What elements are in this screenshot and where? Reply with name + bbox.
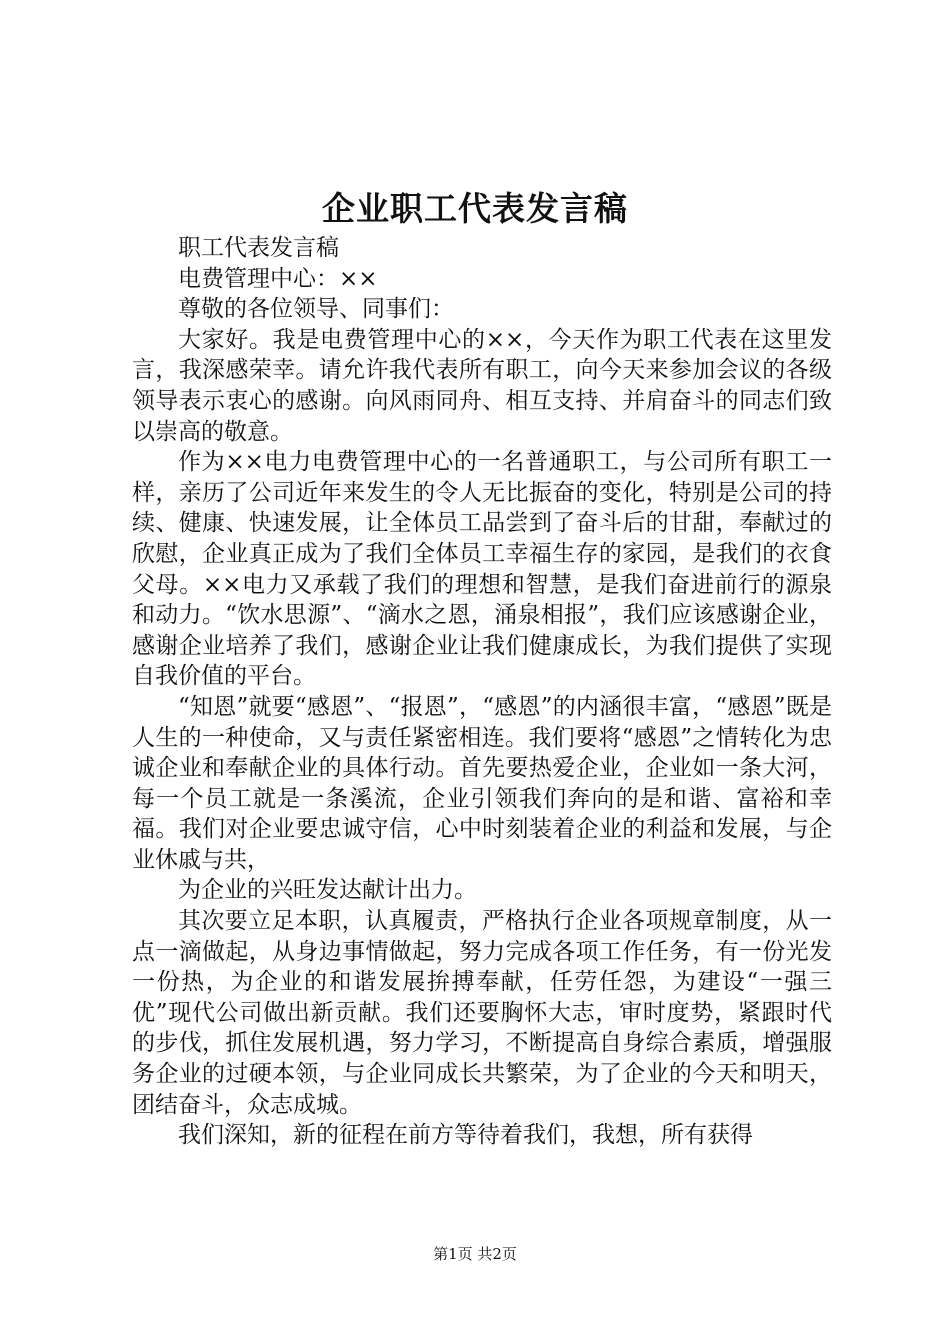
paragraph-department: 电费管理中心：×× xyxy=(178,265,378,292)
document-title: 企业职工代表发言稿 xyxy=(322,189,628,228)
paragraph-body: 作为××电力电费管理中心的一名普通职工，与公司所有职工一样，亲历了公司近年来发生的令人无比振奋的变化，特别是公司的持续、健康、快速发展，让全体员工品尝到了奋斗后的甘甜，奉献过的欣慰，企业真正成为了我们全体员工幸福生存的家园，是我们的衣食父母。××电力又承载了我们的理想和智慧，是我们奋进前行的源泉和动力。“饮水思源”、“滴水之恩，涌泉相报”，我们应该感谢企业，感谢企业培养了我们，感谢企业让我们健康成长，为我们提供了实现自我价值的平台。 xyxy=(132,449,832,690)
paragraph-heading: 职工代表发言稿 xyxy=(178,235,339,261)
paragraph-body: 为企业的兴旺发达献计出力。 xyxy=(178,877,477,904)
page-number-footer: 第1页 共2页 xyxy=(433,1245,517,1263)
paragraph-greeting: 大家好。我是电费管理中心的××，今天作为职工代表在这里发言，我深感荣幸。请允许我代表所有职工，向今天来参加会议的各级领导表示衷心的感谢。向风雨同舟、相互支持、并肩奋斗的同志们致以崇高的敬意。 xyxy=(132,326,832,445)
paragraph-body: 我们深知，新的征程在前方等待着我们，我想，所有获得 xyxy=(178,1122,753,1149)
document-body xyxy=(132,233,832,1151)
paragraph-body: 其次要立足本职，认真履责，严格执行企业各项规章制度，从一点一滴做起，从身边事情做起，努力完成各项工作任务，有一份光发一份热，为企业的和谐发展拚搏奉献，任劳任怨，为建设“一强三优”现代公司做出新贡献。我们还要胸怀大志，审时度势，紧跟时代的步伐，抓住发展机遇，努力学习，不断提高自身综合素质，增强服务企业的过硬本领，与企业同成长共繁荣，为了企业的今天和明天，团结奋斗，众志成城。 xyxy=(132,908,832,1118)
paragraph-body: “知恩”就要“感恩”、“报恩”，“感恩”的内涵很丰富，“感恩”既是人生的一种使命，又与责任紧密相连。我们要将“感恩”之情转化为忠诚企业和奉献企业的具体行动。首先要热爱企业，企业如一条大河，每一个员工就是一条溪流，企业引领我们奔向的是和谐、富裕和幸福。我们对企业要忠诚守信，心中时刻装着企业的利益和发展，与企业休戚与共， xyxy=(132,693,832,873)
paragraph-salutation: 尊敬的各位领导、同事们： xyxy=(178,296,454,323)
